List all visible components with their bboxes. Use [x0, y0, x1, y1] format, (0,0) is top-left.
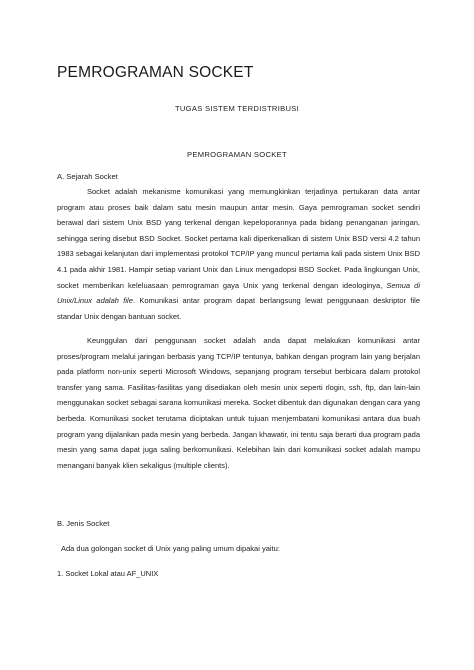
list-item: 1. Socket Lokal atau AF_UNIX: [57, 569, 159, 578]
heading-sejarah-socket: A. Sejarah Socket: [57, 172, 118, 181]
paragraph-sejarah-2: Keunggulan dari penggunaan socket adalah anda dapat melakukan komunikasi antar proses/program melalui jaringan berbasis yang TCP/IP tentunya, bahkan dengan program lain yang berjalan pada platform non-unix seperti Microsoft Windows, sepanjang program tersebut berbicara dalam protokol transfer yang sama. Fasilitas-fasilitas yang disediakan oleh mesin unix seperti rlogin, ssh, ftp, dan lain-lain menggunakan socket sebagai sarana komunikasi mereka. Socket dibentuk dan digunakan dengan cara yang berbeda. Komunikasi socket terutama diciptakan untuk tujuan menjembatani komunikasi antara dua buah program yang dijalankan pada mesin yang berbeda. Jangan khawatir, ini tentu saja berarti dua program pada mesin yang sama dapat juga saling berkomunikasi. Kelebihan lain dari komunikasi socket adalah mampu menangani banyak klien sekaligus (multiple clients).: [57, 336, 420, 470]
italic-quote: Semua di Unix/Linux adalah file: [57, 280, 420, 306]
document-subtitle: TUGAS SISTEM TERDISTRIBUSI: [174, 104, 300, 113]
paragraph-sejarah-1: [57, 184, 420, 324]
document-title: PEMROGRAMAN SOCKET: [57, 64, 254, 81]
paragraph-text: . Komunikasi antar program dapat berlangsung lewat penggunaan deskriptor file standar Unix dengan bantuan socket.: [57, 296, 420, 321]
paragraph-jenis-intro: Ada dua golongan socket di Unix yang paling umum dipakai yaitu:: [61, 544, 280, 553]
paragraph-text: Socket adalah mekanisme komunikasi yang memungkinkan terjadinya pertukaran data antar program atau proses baik dalam satu mesin maupun antar mesin. Gaya pemrograman socket sendiri berawal dari sistem Unix BSD yang terkenal dengan kepeloporannya pada bidang penanganan jaringan, sehingga sering disebut BSD Socket. Socket pertama kali diperkenalkan di sistem Unix BSD versi 4.2 tahun 1983 sebagai kelanjutan dari implementasi protokol TCP/IP yang muncul pertama kali pada sistem Unix BSD 4.1 pada akhir 1981. Hampir setiap variant Unix dan Linux mengadopsi BSD Socket. Pada lingkungan Unix, socket memberikan keleluasaan pemrograman gaya Unix yang terkenal dengan ideologinya,: [57, 187, 420, 290]
heading-jenis-socket: B. Jenis Socket: [57, 519, 110, 528]
section-title: PEMROGRAMAN SOCKET: [187, 150, 287, 159]
